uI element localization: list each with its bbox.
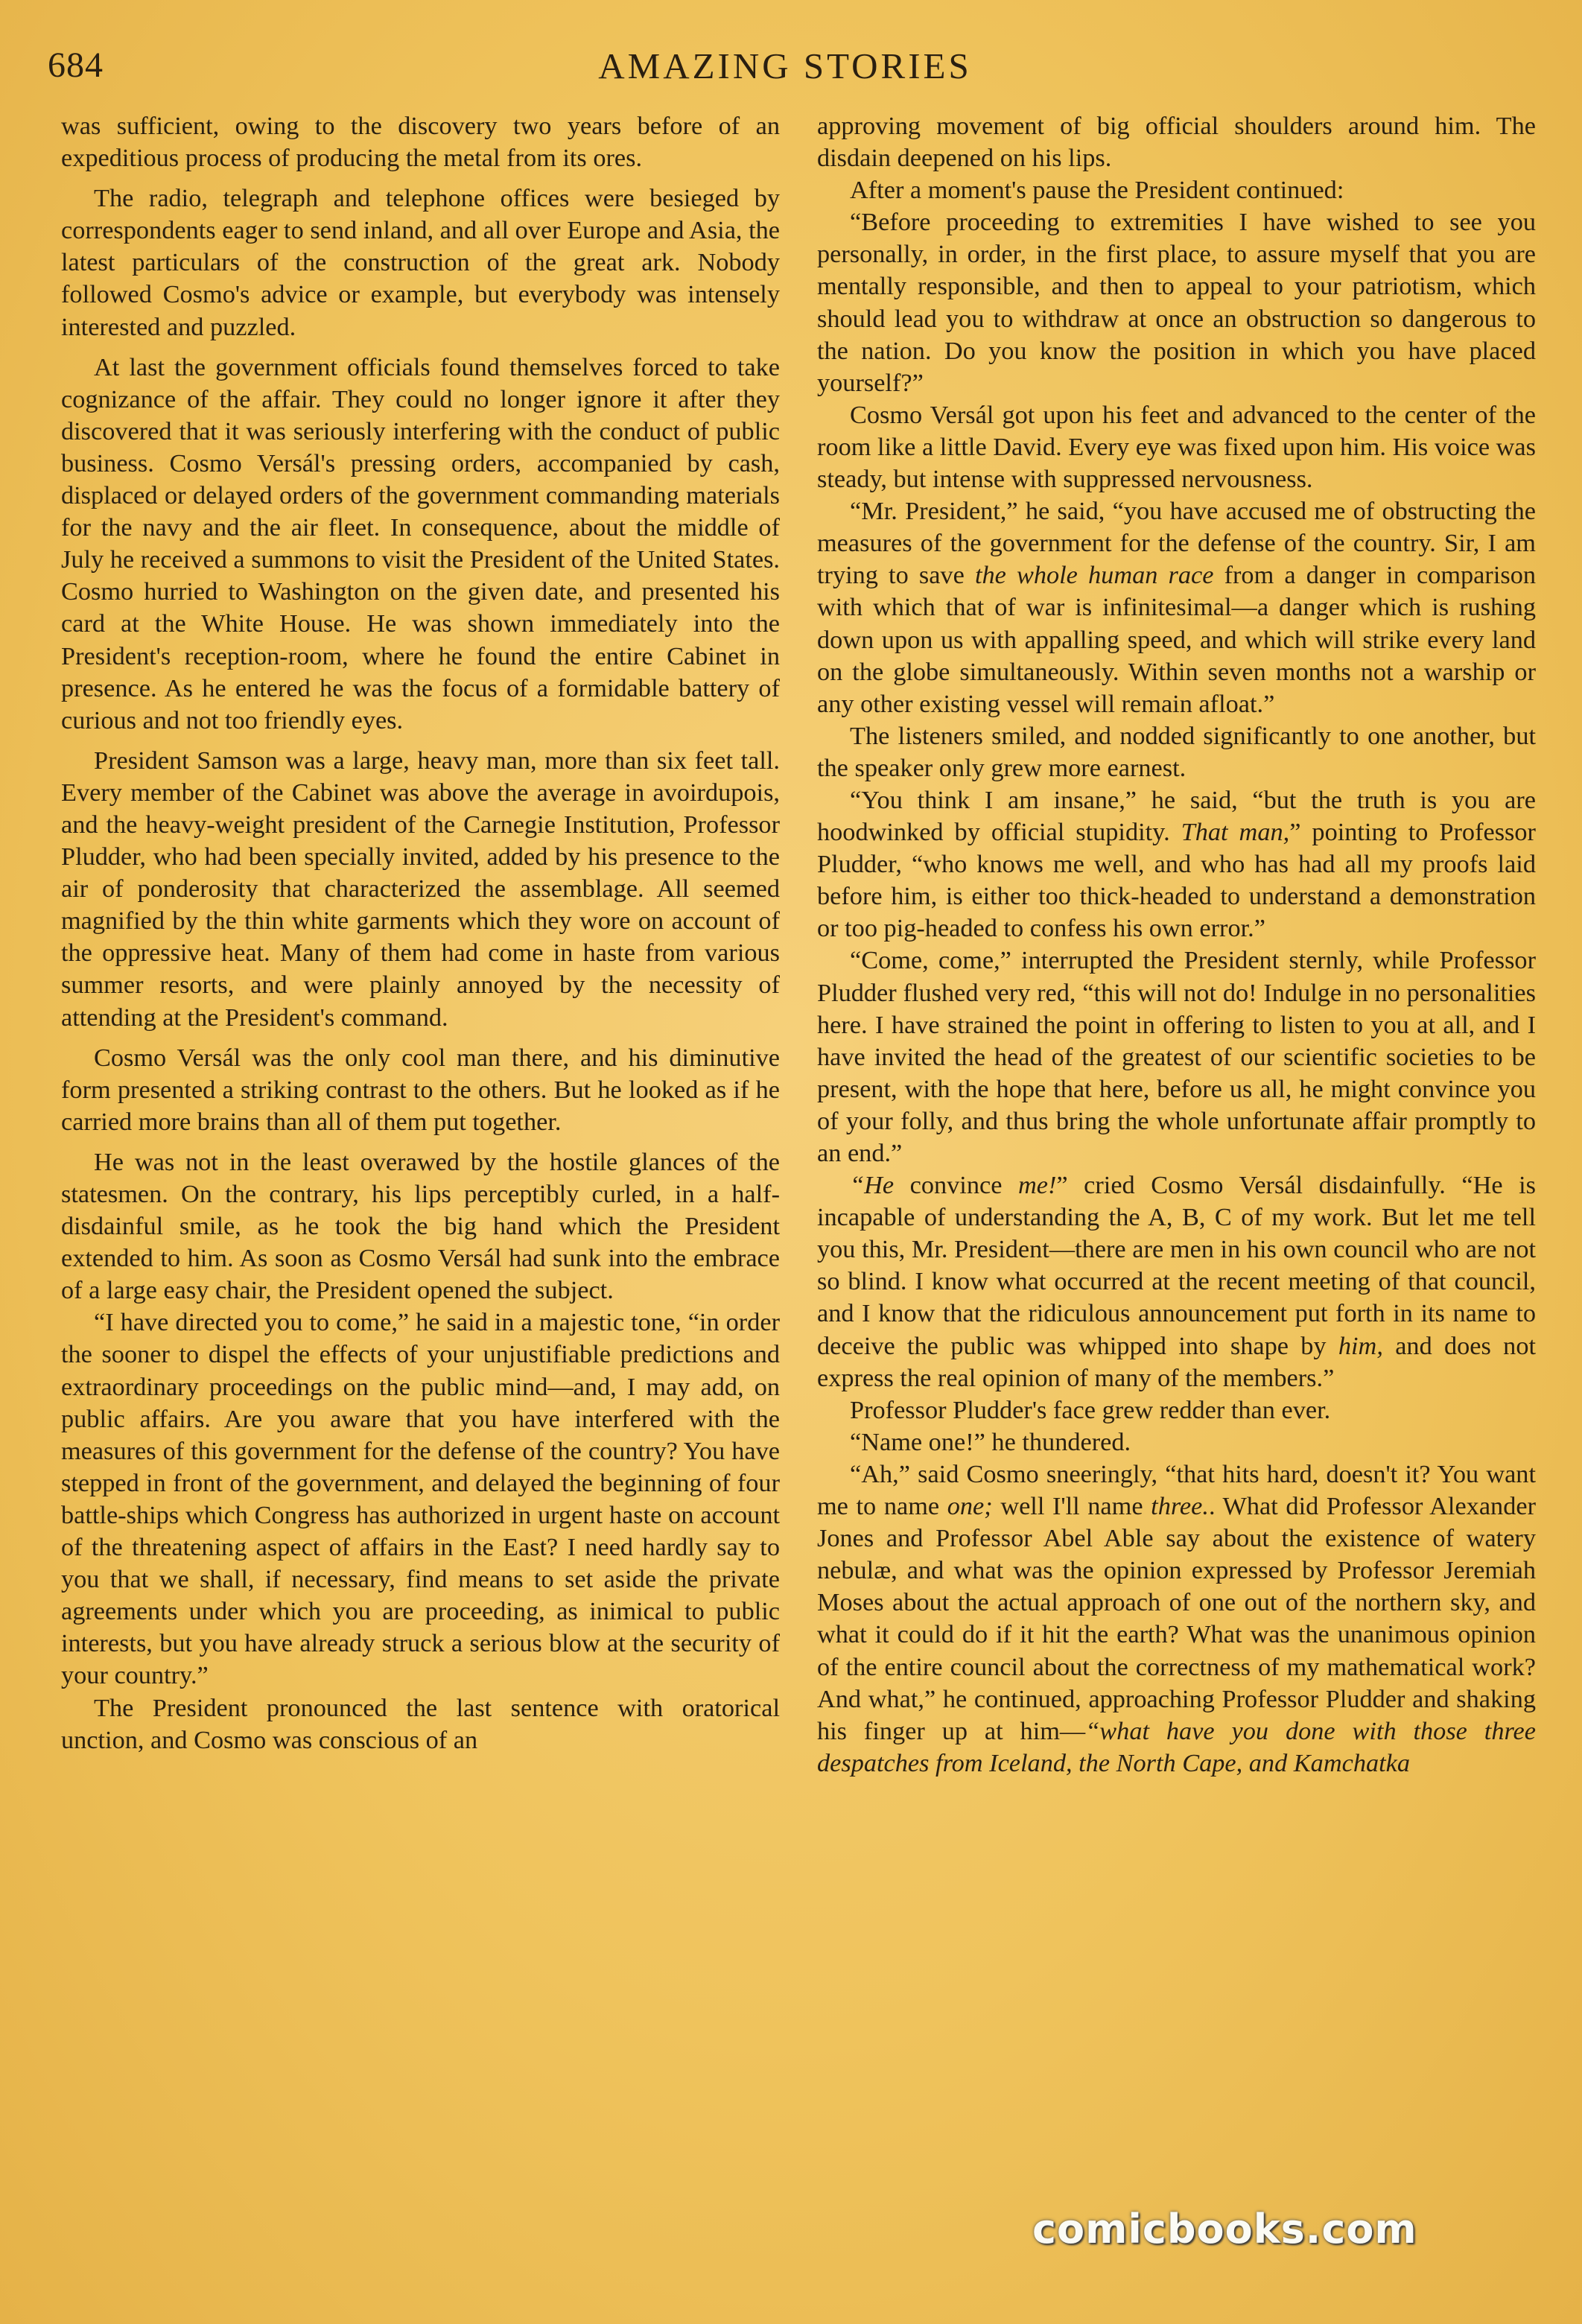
italic-text: one; (947, 1492, 993, 1521)
paragraph: was sufficient, owing to the discovery two years before of an expeditious process of producing the metal from its ores. (61, 112, 780, 173)
paragraph: The radio, telegraph and telephone offices were besieged by correspondents eager to send inland, and all over Europe and Asia, the latest particulars of the construction of the great ark. Nobody followed Cosmo's advice or example, but everybody was intensely interested and puzzled. (61, 184, 780, 341)
paragraph: Cosmo Versál was the only cool man there, and his diminutive form presented a striking contrast to the others. But he looked as if he carried more brains than all of them put together. (61, 1043, 780, 1136)
italic-text: him, (1338, 1331, 1383, 1360)
paragraph (817, 784, 1536, 944)
running-title: AMAZING STORIES (598, 45, 972, 86)
text-run: ” pointing to Professor Pludder, “who knows me well, and who has had all my proofs laid before him, is either too thick-headed to understand a demonstration or too pig-headed to confess his own error.” (817, 818, 1536, 943)
left-column (61, 110, 780, 2270)
page-header (48, 45, 1522, 97)
paragraph: He was not in the least overawed by the hostile glances of the statesmen. On the contrary, his lips perceptibly curled, in a half-disdainful smile, as he took the big hand which the President extended to him. As soon as Cosmo Versál had sunk into the embrace of a large easy chair, the President opened the subject. (61, 1147, 780, 1305)
paragraph: Professor Pludder's face grew redder than ever. (850, 1395, 1331, 1424)
italic-text: the whole human race (974, 561, 1214, 590)
text-run: “Ah,” said Cosmo sneeringly, “that hits hard, doesn't it? You want me to name (817, 1459, 1536, 1521)
italic-text: me! (1017, 1171, 1057, 1200)
text-run: and does not express the real opinion of many of the members.” (817, 1331, 1536, 1392)
italic-text: That man, (1181, 818, 1290, 847)
text-run: ” cried Cosmo Versál disdainfully. “He is incapable of understanding the A, B, C of my work. But let me tell you this, Mr. President—there are men in his own council who are not so blind. I know what occurred at the recent meeting of that council, and I know that the ridiculous announcement put forth in its name to deceive the public was whipped into shape by (817, 1171, 1536, 1360)
paragraph: After a moment's pause the President continued: (850, 176, 1344, 205)
paragraph: approving movement of big official shoulders around him. The disdain deepened on his lips. (817, 112, 1536, 173)
italic-text: “He (850, 1171, 895, 1200)
paragraph: President Samson was a large, heavy man, more than six feet tall. Every member of the Cabinet was above the average in avoirdupois, and the heavy-weight president of the Carnegie Institution, Professor Pludder, who had been specially invited, added by his presence to the air of ponderosity that characterized the assemblage. All seemed magnified by the thin white garments which they wore on account of the oppressive heat. Many of them had come in haste from various summer resorts, and were plainly annoyed by the necessity of attending at the President's command. (61, 746, 780, 1032)
paragraph: Cosmo Versál got upon his feet and advanced to the center of the room like a little David. Every eye was fixed upon him. His voice was steady, but intense with suppressed nervousness. (817, 400, 1536, 494)
paragraph: “Before proceeding to extremities I have wished to see you personally, in order, in the first place, to assure myself that you are mentally responsible, and then to appeal to your patriotism, which should lead you to withdraw at once an obstruction so dangerous to the nation. Do you know the position in which you have placed yourself?” (817, 208, 1536, 397)
paragraph: At last the government officials found themselves forced to take cognizance of the affair. They could no longer ignore it after they discovered that it was seriously interfering with the conduct of public business. Cosmo Versál's pressing orders, accompanied by cash, displaced or delayed orders of the government commanding materials for the navy and the air fleet. In consequence, about the middle of July he received a summons to visit the President of the United States. Cosmo hurried to Washington on the given date, and presented his card at the White House. He was shown immediately into the President's reception-room, where he found the entire Cabinet in presence. As he entered he was the focus of a formidable battery of curious and not too friendly eyes. (61, 352, 780, 734)
text-run: from a danger in comparison with which that of war is infinitesimal—a danger which is rushing down upon us with appalling speed, and which will strike every land on the globe simultaneously. Within seven months not a warship or any other existing vessel will remain afloat.” (817, 561, 1536, 718)
text-run: well I'll name (992, 1492, 1151, 1521)
text-run: “You think I am insane,” he said, “but the truth is you are hoodwinked by official stupidity. (817, 785, 1536, 847)
paragraph: “Name one!” he thundered. (850, 1427, 1131, 1456)
paragraph: The listeners smiled, and nodded significantly to one another, but the speaker only grew more earnest. (817, 721, 1536, 782)
italic-text: “what have you done with those three despatches from Iceland, the North Cape, and Kamchatka (817, 1716, 1536, 1777)
paragraph: The President pronounced the last sentence with oratorical unction, and Cosmo was conscious of an (61, 1693, 780, 1754)
right-column (817, 110, 1536, 2270)
paragraph (817, 1169, 1536, 1394)
watermark-logo: comicbooks.com (1032, 2206, 1417, 2252)
paragraph: “Come, come,” interrupted the President sternly, while Professor Pludder flushed very red, “this will not do! Indulge in no personalities here. I have strained the point in offering to listen to you at all, and I have invited the head of the greatest of our scientific societies to be present, with the hope that here, before us all, he might convince you of your folly, and thus bring the whole unfortunate affair promptly to an end.” (817, 946, 1536, 1167)
paragraph (817, 495, 1536, 720)
paragraph (817, 1458, 1536, 1779)
text-run: “Mr. President,” he said, “you have accused me of obstructing the measures of the government for the defense of the country. Sir, I am trying to save (817, 497, 1536, 590)
text-run: . What did Professor Alexander Jones and Professor Abel Able say about the existence of watery nebulæ, and what was the opinion expressed by Professor Jeremiah Moses about the actual approach of one out of the northern sky, and what it could do if it hit the earth? What was the unanimous opinion of the entire council about the correctness of my mathematical work? And what,” he continued, approaching Professor Pludder and shaking his finger up at him— (817, 1492, 1536, 1745)
text-run: convince (894, 1171, 1018, 1200)
paragraph: “I have directed you to come,” he said in a majestic tone, “in order the sooner to dispel the effects of your unjustifiable predictions and extraordinary proceedings on the public mind—and, I may add, on public affairs. Are you aware that you have interfered with the measures of this government for the defense of the country? You have stepped in front of the government, and delayed the beginning of four battle-ships which Congress has authorized in urgent haste on account of the threatening aspect of affairs in the East? I need hardly say to you that we shall, if necessary, find means to set aside the private agreements under which you are proceeding, as inimical to public interests, but you have already struck a serious blow at the security of your country.” (61, 1308, 780, 1690)
italic-text: three. (1151, 1492, 1209, 1521)
page-number: 684 (48, 45, 104, 85)
